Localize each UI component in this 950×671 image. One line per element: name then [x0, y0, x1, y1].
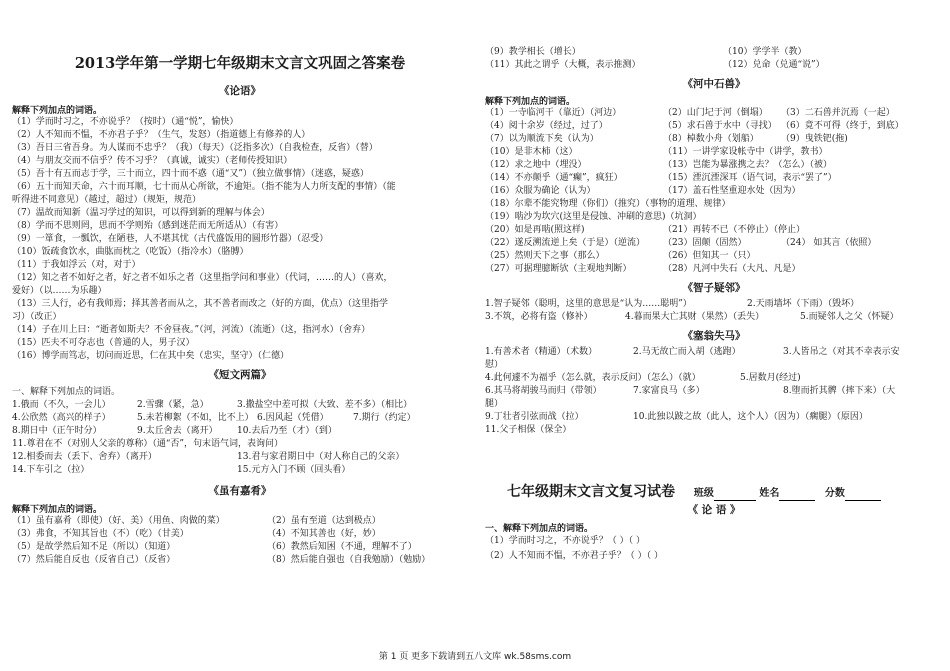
answer-row [485, 185, 943, 198]
answer-item: （5）求石兽于水中（寻找） [663, 121, 777, 131]
answer-item: 2.天雨墙坏（下雨）（毁坏） [747, 299, 860, 309]
answer-row [485, 133, 943, 146]
answer-item: （10）学学半（教） [723, 47, 807, 57]
answer-row [12, 451, 468, 464]
answer-row [485, 411, 943, 424]
answer-item: （8）然后能自强也（自我勉励）（勉励） [267, 555, 431, 565]
answer-item: 5.未若柳絮（不如，比不上） [137, 413, 254, 423]
section-heading-duanwen: 《短文两篇》 [208, 369, 272, 381]
answer-row [485, 424, 943, 437]
answer-item: （6）教然后知困（不通，理解不了） [267, 542, 417, 552]
answer-item: （21）再转不已（不停止）（停止） [663, 225, 805, 235]
section-heading-lunyu: 《论语》 [219, 85, 261, 97]
answer-item: 5.居数月(经过) [740, 373, 801, 383]
answer-item: （1）一寺临河干（靠近）（河边） [485, 108, 622, 118]
answer-item: 7.期行（约定） [353, 413, 416, 423]
suiyou-answer-list [12, 515, 468, 567]
answer-line: （10）饭疏食饮水，曲肱而枕之（吃饭）（指冷水）（胳膊） [12, 247, 249, 257]
answer-item: （23）固颠（固然） [663, 238, 747, 248]
exam-header [485, 481, 943, 501]
answer-item: 2.马无故亡而入胡（逃跑） [633, 347, 741, 357]
answer-row [12, 412, 468, 425]
answer-item: （11）其此之谓乎（大概，表示推测） [485, 60, 641, 70]
answer-row [485, 146, 943, 159]
answer-item: 7.家富良马（多） [633, 386, 705, 396]
answer-line: （7）温故而知新（温习学过的知识，可以得到新的理解与体会） [12, 208, 270, 218]
lunyu-answer-list [12, 116, 468, 363]
page-title: 2013学年第一学期七年级期末文言文巩固之答案卷 [74, 55, 406, 72]
section-heading-suiyou: 《虽有嘉肴》 [208, 485, 272, 497]
answer-item: （4）阅十余岁（经过，过了） [485, 121, 608, 131]
answer-row [485, 107, 943, 120]
answer-line: 听得进不同意见）（越过，超过）（规矩，规范） [12, 195, 202, 205]
class-blank[interactable] [714, 490, 756, 501]
heshi-answer-list [485, 107, 943, 276]
answer-row [485, 237, 943, 250]
answer-line: （12）知之者不如好之者，好之者不如乐之者（这里指学问和事业）（代词，……的人）（喜欢， [12, 273, 393, 283]
answer-row [485, 159, 943, 172]
answer-item: （7）然后能自反也（反省自己）（反省） [12, 555, 176, 565]
answer-item: 11.父子相保（保全） [485, 425, 572, 435]
answer-item: （27）可据理臆断欤（主观地判断） [485, 264, 632, 274]
answer-item: （1）虽有嘉肴（即使）（好、美）（用鱼、肉做的菜） [12, 516, 225, 526]
instruction-lunyu: 解释下列加点的词语。 [12, 106, 103, 116]
answer-item: （25）然则天下之事（那么） [485, 251, 605, 261]
answer-line: （16）博学而笃志，切问而近思，仁在其中矣（忠实，坚守）（仁德） [12, 351, 289, 361]
answer-row [485, 398, 943, 411]
answer-item: （22）遂反溯流逆上矣（于是）（逆流） [485, 238, 645, 248]
answer-item: （9）曳铁钯(拖) [781, 134, 848, 144]
answer-item: （13）岂能为暴涨携之去？（怎么）（被） [663, 160, 832, 170]
saiweng-answer-list [485, 346, 943, 437]
answer-item: 4.公欣然（高兴的样子） [12, 413, 111, 423]
section-heading-saiweng: 《塞翁失马》 [682, 330, 746, 342]
answer-line: （9）一箪食，一瓢饮，在陋巷，人不堪其忧（古代盛饭用的圆形竹器）（忍受） [12, 234, 329, 244]
answer-item: （2）虽有至道（达到极点） [267, 516, 381, 526]
instruction-duanwen: 一、解释下列加点的词语。 [12, 387, 121, 397]
answer-row [12, 399, 468, 412]
answer-item: （7）以为顺流下矣（认为） [485, 134, 599, 144]
answer-item: 2.雪骤（紧，急） [137, 400, 209, 410]
answer-item: （14）不亦颠乎（通“癫”，疯狂） [485, 173, 623, 183]
name-blank[interactable] [779, 490, 815, 501]
answer-item: 15.元方入门不顾（回头看） [237, 465, 351, 475]
section-heading-heshi: 《河中石兽》 [682, 78, 746, 90]
answer-row [485, 263, 943, 276]
answer-row [485, 59, 943, 72]
answer-row [12, 438, 468, 451]
answer-row [485, 250, 943, 263]
answer-row [485, 198, 943, 211]
page-footer: 第 1 页 更多下载请到五八文库 wk.58sms.com [378, 652, 572, 662]
section-heading-zhizi: 《智子疑邻》 [682, 282, 746, 294]
answer-line: （8）学而不思则罔，思而不学则殆（感到迷茫而无所适从）（有害） [12, 221, 284, 231]
answer-item: 1.有善术者（精通）（术数） [485, 347, 598, 357]
exam-section-heading: 《 论 语 》 [687, 504, 741, 516]
exam-title: 七年级期末文言文复习试卷 [507, 484, 675, 500]
answer-line: （3）吾日三省吾身。为人谋而不忠乎？（我）（每天）（泛指多次）（自我检查，反省）（替） [12, 143, 378, 153]
answer-item: 9.太丘舍去（离开） [137, 426, 218, 436]
answer-line: （14）子在川上曰：“逝者如斯夫？不舍昼夜。”（河，河流）（流逝）（这，指河水）（舍弃） [12, 325, 371, 335]
answer-row [12, 425, 468, 438]
answer-line: （15）匹夫不可夺志也（普通的人，男子汉） [12, 338, 195, 348]
answer-item: 8.堕而折其髀（摔下来）（大 [783, 386, 896, 396]
answer-item: （2）山门圮于河（倒塌） [663, 108, 768, 118]
answer-item: 1.智子疑邻（聪明，这里的意思是“认为……聪明”） [485, 299, 692, 309]
answer-item: 13.君与家君期日中（对人称自己的父亲） [237, 452, 405, 462]
answer-item: （6）竟不可得（终于，到底） [781, 121, 904, 131]
answer-item: 10.去后乃至（才）（到） [237, 426, 337, 436]
score-blank[interactable] [845, 490, 881, 501]
score-label: 分数 [824, 488, 845, 499]
exam-question-1[interactable]: （1）学而时习之，不亦说乎？（ ）（ ） [485, 536, 645, 546]
answer-item: （28）凡河中失石（大凡、凡是） [663, 264, 801, 274]
answer-item: 3.不筑，必将有盗（修补） [485, 312, 593, 322]
answer-item: 腿） [485, 399, 504, 409]
answer-row [485, 172, 943, 185]
answer-line: 习）（改正） [12, 312, 62, 322]
answer-item: 4.暮而果大亡其财（果然）（丢失） [625, 312, 765, 322]
answer-line: （2）人不知而不愠，不亦君子乎？（生气，发怒）（指道德上有修养的人） [12, 130, 311, 140]
answer-row [485, 120, 943, 133]
class-label: 班级 [693, 488, 714, 499]
suiyou-continued-list [485, 46, 943, 72]
answer-item: 14.下车引之（拉） [12, 465, 90, 475]
answer-item: （9）教学相长（增长） [485, 47, 581, 57]
answer-item: （19）啮沙为坎穴(这里是侵蚀、冲刷的意思)（坑洞） [485, 212, 702, 222]
answer-item: 11.尊君在不（对别人父亲的尊称）（通“否”，句末语气词，表询问） [12, 439, 284, 449]
answer-item: 6.因风起（凭借） [257, 413, 329, 423]
answer-item: 5.而疑邻人之父（怀疑） [800, 312, 899, 322]
instruction-suiyou: 解释下列加点的词语。 [12, 505, 103, 515]
right-column [485, 0, 943, 564]
answer-row [12, 541, 468, 554]
exam-question-2[interactable]: （2）人不知而不愠，不亦君子乎？（ ）（ ） [485, 551, 663, 561]
answer-item: （20）如是再啮(照这样) [485, 225, 585, 235]
answer-item: （4）不知其善也（好，妙） [267, 529, 381, 539]
answer-line: （11）于我如浮云（对，对于） [12, 260, 141, 270]
answer-row [485, 211, 943, 224]
answer-item: （12）兑命（兑通“说”） [723, 60, 825, 70]
answer-item: 3.撒盐空中差可拟（大致、差不多）（相比） [237, 400, 413, 410]
answer-line: 爱好）（以……为乐趣） [12, 286, 107, 296]
answer-item: 8.期日中（正午时分） [12, 426, 102, 436]
answer-item: （5）是故学然后知不足（所以）（知道） [12, 542, 176, 552]
answer-row [485, 372, 943, 385]
answer-item: （11）一讲学家设帐寺中（讲学，教书） [663, 147, 828, 157]
answer-row [485, 359, 943, 372]
answer-line: （6）五十而知天命，六十而耳顺，七十而从心所欲，不逾矩。（指不能为人力所支配的事情）（能 [12, 182, 396, 192]
answer-item: 6.其马将胡骏马而归（带领） [485, 386, 602, 396]
answer-item: （10）是非木柿（这） [485, 147, 578, 157]
answer-line: （13）三人行，必有我师焉；择其善者而从之，其不善者而改之（好的方面，优点）（这里指学 [12, 299, 388, 309]
name-label: 姓名 [759, 488, 780, 499]
answer-item: 1.俄而（不久，一会儿） [12, 400, 111, 410]
answer-item: 10.此独以跛之故（此人，这个人）（因为）（瘸腿）（原因） [633, 412, 868, 422]
answer-line: （5）吾十有五而志于学，三十而立，四十而不惑（通“又”）（独立做事情）（迷惑，疑惑） [12, 169, 369, 179]
answer-item: （12）求之地中（埋没） [485, 160, 587, 170]
answer-item: （24） 如其言（依照） [781, 238, 877, 248]
answer-item: 9.丁壮者引弦而战（拉） [485, 412, 584, 422]
answer-item: 3.人皆吊之（对其不幸表示安 [783, 347, 900, 357]
answer-row [12, 528, 468, 541]
answer-item: （17）盖石性坚重迎水处（因为） [663, 186, 801, 196]
answer-item: 12.相委而去（丢下、舍弃）（离开） [12, 452, 157, 462]
answer-item: 4.此何遽不为福乎（怎么就，表示反问）（怎么）（就） [485, 373, 701, 383]
answer-row [12, 515, 468, 528]
answer-line: （4）与朋友交而不信乎？传不习乎？（真诚，诚实）（老师传授知识） [12, 156, 293, 166]
answer-item: （15）湮沉湮深耳（语气词，表示“罢了”） [663, 173, 837, 183]
answer-item: 慰） [485, 360, 504, 370]
answer-item: （3）二石兽并沉焉（一起） [781, 108, 895, 118]
answer-row [12, 464, 468, 477]
answer-item: （8）棹数小舟（划船） [663, 134, 759, 144]
answer-row [485, 224, 943, 237]
answer-row [485, 385, 943, 398]
answer-item: （26）但知其一（只） [663, 251, 756, 261]
answer-item: （16）众服为确论（认为） [485, 186, 596, 196]
answer-row [485, 346, 943, 359]
instruction-heshi: 解释下列加点的词语。 [485, 97, 576, 107]
answer-row [485, 311, 943, 324]
answer-line: （1）学而时习之，不亦说乎？（按时）（通“悦”，愉快） [12, 117, 239, 127]
zhizi-answer-list [485, 298, 943, 324]
answer-row [485, 46, 943, 59]
duanwen-answer-list [12, 399, 468, 477]
answer-row [485, 298, 943, 311]
answer-item: （18）尔辈不能究物理（你们）（推究）（事物的道理、规律） [485, 199, 731, 209]
answer-row [12, 554, 468, 567]
left-column [12, 0, 468, 567]
answer-item: （3）弗食，不知其旨也（不）（吃）（甘美） [12, 529, 189, 539]
exam-instruction: 一、解释下列加点的词语。 [485, 524, 594, 534]
